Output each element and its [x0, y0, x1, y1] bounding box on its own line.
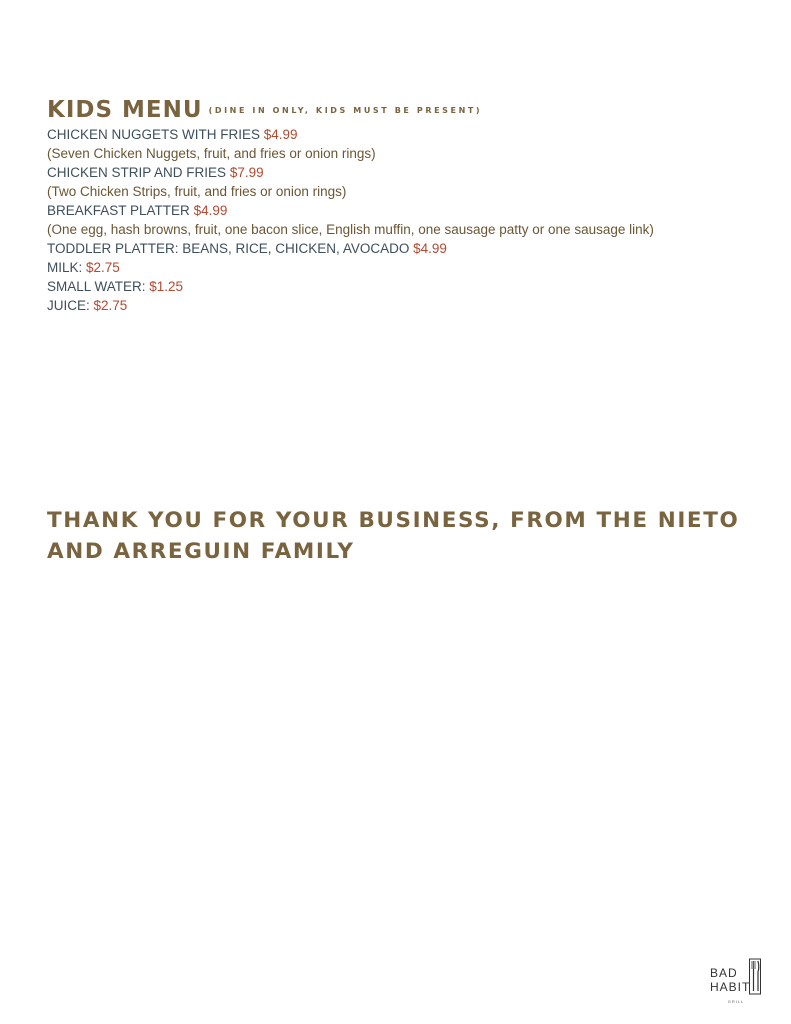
item-name: CHICKEN STRIP AND FRIES	[47, 165, 227, 180]
menu-item-small-water	[47, 277, 747, 296]
item-price: $4.99	[413, 241, 447, 256]
logo-word-grill: GRILL	[727, 999, 745, 1004]
kids-menu-heading-row	[47, 96, 747, 124]
menu-item-milk	[47, 258, 747, 277]
menu-item-description	[47, 182, 747, 201]
bad-habit-logo	[708, 958, 764, 1008]
item-price: $4.99	[193, 203, 228, 218]
logo-word-habit: HABIT	[710, 980, 751, 994]
menu-item-toddler-platter	[47, 239, 747, 258]
item-price: $4.99	[263, 127, 298, 142]
kids-menu-items	[47, 125, 747, 315]
item-description: (Seven Chicken Nuggets, fruit, and fries or onion rings)	[47, 146, 376, 161]
item-description: (Two Chicken Strips, fruit, and fries or onion rings)	[47, 184, 347, 199]
item-name: TODDLER PLATTER: BEANS, RICE, CHICKEN, AVOCADO	[47, 241, 410, 256]
menu-item-juice	[47, 296, 747, 315]
item-price: $7.99	[229, 165, 264, 180]
menu-item-chicken-nuggets	[47, 125, 747, 144]
thank-you-line-2: AND ARREGUIN FAMILY	[47, 539, 355, 564]
kids-menu-section	[47, 96, 747, 315]
item-name: JUICE:	[47, 298, 90, 313]
thank-you-message	[47, 505, 747, 567]
thank-you-line-1: THANK YOU FOR YOUR BUSINESS, FROM THE NIETO	[47, 508, 740, 533]
logo-word-bad: BAD	[710, 966, 738, 980]
kids-menu-note: (DINE IN ONLY, KIDS MUST BE PRESENT)	[208, 106, 483, 115]
menu-item-description	[47, 220, 747, 239]
item-price: $2.75	[93, 298, 128, 313]
item-price: $1.25	[149, 279, 184, 294]
item-name: BREAKFAST PLATTER	[47, 203, 190, 218]
menu-item-description	[47, 144, 747, 163]
kids-menu-title: KIDS MENU	[47, 97, 203, 123]
item-price: $2.75	[86, 260, 120, 275]
item-description: (One egg, hash browns, fruit, one bacon slice, English muffin, one sausage patty or one sausage link)	[47, 222, 654, 237]
menu-item-breakfast-platter	[47, 201, 747, 220]
item-name: SMALL WATER:	[47, 279, 146, 294]
item-name: MILK:	[47, 260, 83, 275]
item-name: CHICKEN NUGGETS WITH FRIES	[47, 127, 261, 142]
menu-item-chicken-strip	[47, 163, 747, 182]
